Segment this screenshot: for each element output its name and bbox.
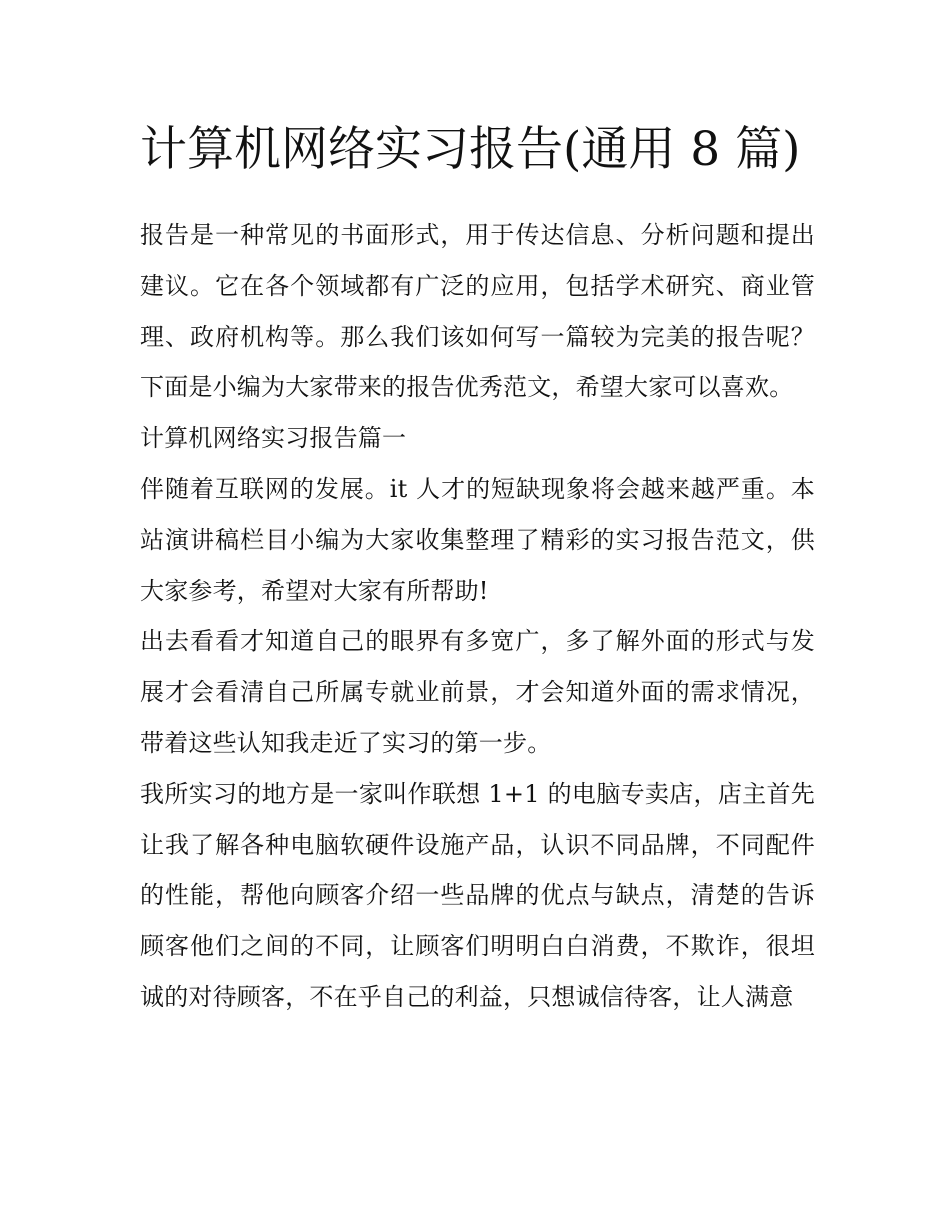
document-title: 计算机网络实习报告(通用 8 篇) bbox=[140, 122, 801, 177]
body-paragraph-1: 伴随着互联网的发展。it 人才的短缺现象将会越来越严重。本站演讲稿栏目小编为大家收集整理了精彩的实习报告范文，供大家参考，希望对大家有所帮助! bbox=[140, 474, 815, 605]
section-heading: 计算机网络实习报告篇一 bbox=[140, 424, 407, 453]
intro-paragraph: 报告是一种常见的书面形式，用于传达信息、分析问题和提出建议。它在各个领域都有广泛的应用，包括学术研究、商业管理、政府机构等。那么我们该如何写一篇较为完美的报告呢？下面是小编为大家带来的报告优秀范文，希望大家可以喜欢。 bbox=[140, 221, 815, 402]
body-paragraph-3: 我所实习的地方是一家叫作联想 1+1 的电脑专卖店，店主首先让我了解各种电脑软硬件设施产品，认识不同品牌，不同配件的性能，帮他向顾客介绍一些品牌的优点与缺点，清楚的告诉顾客他们之间的不同，让顾客们明明白白消费，不欺诈，很坦诚的对待顾客，不在乎自己的利益，只想诚信待客，让人满意 bbox=[140, 779, 815, 1011]
body-paragraph-2: 出去看看才知道自己的眼界有多宽广，多了解外面的形式与发展才会看清自己所属专就业前景，才会知道外面的需求情况，带着这些认知我走近了实习的第一步。 bbox=[140, 627, 815, 757]
document-body bbox=[140, 112, 815, 1023]
